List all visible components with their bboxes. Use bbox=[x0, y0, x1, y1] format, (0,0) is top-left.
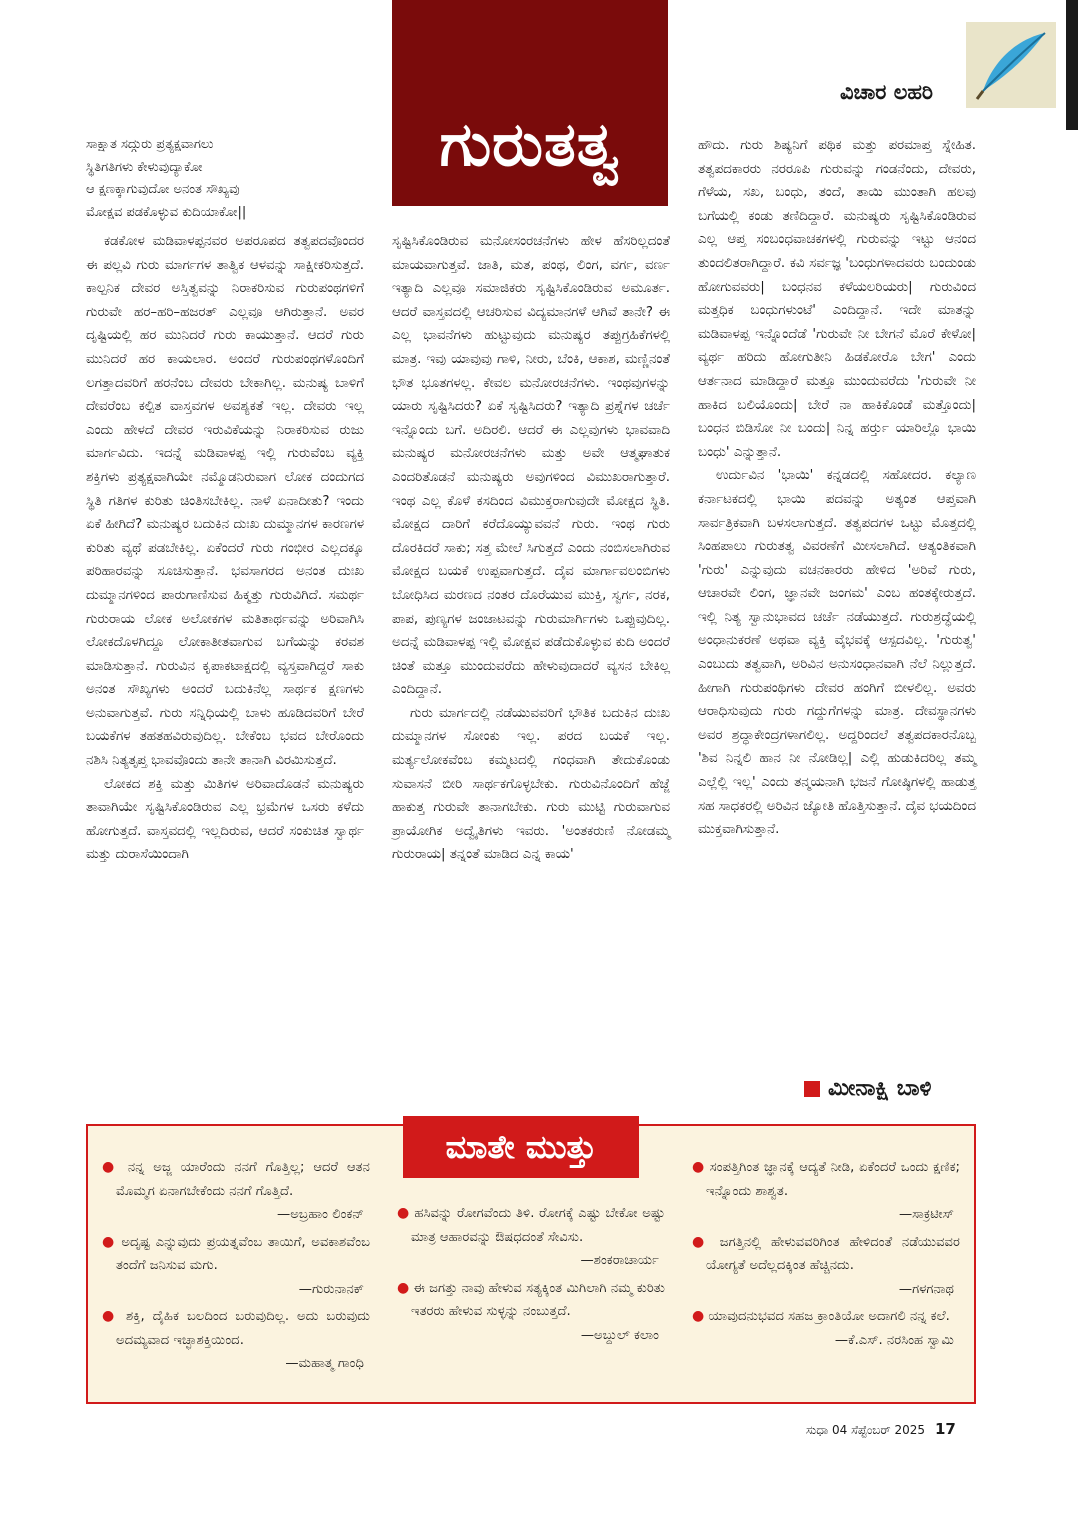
bullet-icon: ● bbox=[397, 1205, 410, 1221]
quote-text: ಜಗತ್ತಿನಲ್ಲಿ ಹೇಳುವವರಿಗಿಂತ ಹೇಳಿದಂತೆ ನಡೆಯುವವರ ಯೋಗ್ಯತೆ ಅದೆಲ್ಲದಕ್ಕಿಂತ ಹೆಚ್ಚಿನದು. bbox=[706, 1234, 960, 1273]
quote-author: —ಗುರುನಾನಕ್ bbox=[298, 1281, 364, 1297]
paragraph: ಲೋಕದ ಶಕ್ತಿ ಮತ್ತು ಮಿತಿಗಳ ಅರಿವಾದೊಡನೆ ಮನುಷ್ಯರು ತಾವಾಗಿಯೇ ಸೃಷ್ಟಿಸಿಕೊಂಡಿರುವ ಎಲ್ಲ ಭ್ರಮೆಗಳ ಒಸರು ಕಳೆದು ಹೋಗುತ್ತದೆ. ವಾಸ್ತವದಲ್ಲಿ ಇಲ್ಲದಿರುವ, ಆದರೆ ಸಂಕುಚಿತ ಸ್ವಾರ್ಥ ಮತ್ತು ದುರಾಸೆಯಿಂದಾಗಿ bbox=[86, 776, 364, 863]
page-number: 17 bbox=[935, 1420, 956, 1438]
quotes-column-1 bbox=[102, 1156, 370, 1380]
quote-author: —ಸಾಕ್ರಟೀಸ್ bbox=[898, 1207, 954, 1222]
issue-info: ಸುಧಾ 04 ಸೆಪ್ಟೆಂಬರ್ 2025 bbox=[806, 1423, 925, 1437]
article-author bbox=[804, 1076, 932, 1101]
quote-text: ಹಸಿವನ್ನು ರೋಗವೆಂದು ತಿಳಿ. ರೋಗಕ್ಕೆ ಎಷ್ಟು ಬೇಕೋ ಅಷ್ಟು ಮಾತ್ರ ಆಹಾರವನ್ನು ಔಷಧದಂತೆ ಸೇವಿಸು. bbox=[411, 1206, 666, 1245]
quote-item bbox=[397, 1277, 665, 1348]
page-footer bbox=[806, 1420, 956, 1438]
article-column-2 bbox=[392, 230, 670, 867]
quote-item bbox=[102, 1305, 370, 1376]
quote-author: —ಶಂಕರಾಚಾರ್ಯ bbox=[580, 1253, 659, 1268]
bullet-icon: ● bbox=[102, 1233, 116, 1250]
bullet-icon: ● bbox=[692, 1308, 705, 1324]
quotes-column-2 bbox=[397, 1202, 665, 1351]
quote-item bbox=[692, 1305, 960, 1352]
article-column-1 bbox=[86, 230, 364, 867]
quote-text: ನನ್ನ ಅಜ್ಜ ಯಾರೆಂದು ನನಗೆ ಗೊತ್ತಿಲ್ಲ; ಆದರೆ ಆತನ ಮೊಮ್ಮಗ ಏನಾಗಬೇಕೆಂದು ನನಗೆ ಗೊತ್ತಿದೆ. bbox=[116, 1160, 370, 1199]
paragraph: ಕಡಕೋಳ ಮಡಿವಾಳಪ್ಪನವರ ಅಪರೂಪದ ತತ್ವಪದವೊಂದರ ಈ ಪಲ್ಲವಿ ಗುರು ಮಾರ್ಗಗಳ ತಾತ್ವಿಕ ಆಳವನ್ನು ಸಾಕ್ಷೀಕರಿಸುತ್ತದೆ. ಕಾಲ್ಪನಿಕ ದೇವರ ಅಸ್ತಿತ್ವವನ್ನು ನಿರಾಕರಿಸುವ ಗುರುಪಂಥಗಳಿಗೆ ಗುರುವೇ ಹರ–ಹರಿ–ಹಜರತ್ ಎಲ್ಲವೂ ಆಗಿರುತ್ತಾನೆ. ಅವರ ದೃಷ್ಟಿಯಲ್ಲಿ ಹರ ಮುನಿದರೆ ಗುರು ಕಾಯುತ್ತಾನೆ. ಆದರೆ ಗುರು ಮುನಿದರೆ ಹರ ಕಾಯಲಾರ. ಅಂದರೆ ಗುರುಪಂಥಗಳೊಂದಿಗೆ ಲಗತ್ತಾದವರಿಗೆ ಹರನೆಂಬ ದೇವರು ಬೇಕಾಗಿಲ್ಲ. ಮನುಷ್ಯ ಬಾಳಿಗೆ ದೇವರೆಂಬ ಕಲ್ಪಿತ ವಾಸ್ತವಗಳ ಅವಶ್ಯಕತೆ ಇಲ್ಲ. ದೇವರು ಇಲ್ಲ ಎಂದು ಹೇಳದೆ ದೇವರ ಇರುವಿಕೆಯನ್ನು ನಿರಾಕರಿಸುವ ರುಜು ಮಾರ್ಗವಿದು. ಇದನ್ನೆ ಮಡಿವಾಳಪ್ಪ ಇಲ್ಲಿ ಗುರುವೆಂಬ ವ್ಯಕ್ತಿ ಶಕ್ತಿಗಳು ಪ್ರತ್ಯಕ್ಷವಾಗಿಯೇ ನಮ್ಮೊಡನಿರುವಾಗ ಲೋಕ ದಂದುಗದ ಸ್ಥಿತಿ ಗತಿಗಳ ಕುರಿತು ಚಿಂತಿಸಬೇಕಿಲ್ಲ. ನಾಳೆ ಏನಾದೀತು? ಇಂದು ಏಕೆ ಹೀಗಿದೆ? ಮನುಷ್ಯರ ಬದುಕಿನ ದುಃಖ ದುಮ್ಮಾನಗಳ ಕಾರಣಗಳ ಕುರಿತು ವ್ಯಥೆ ಪಡಬೇಕಿಲ್ಲ. ಏಕೆಂದರೆ ಗುರು ಗಂಭೀರ ಎಲ್ಲದಕ್ಕೂ ಪರಿಹಾರವನ್ನು ಸೂಚಿಸುತ್ತಾನೆ. ಭವಸಾಗರದ ಅನಂತ ದುಃಖ ದುಮ್ಮಾನಗಳಿಂದ ಪಾರುಗಾಣಿಸುವ ಹಿಕ್ಮತ್ತು ಗುರುವಿಗಿದೆ. ಸಮರ್ಥ ಗುರುರಾಯ ಲೋಕ ಅಲೋಕಗಳ ಮತಿತಾರ್ಥವನ್ನು ಅರಿವಾಗಿಸಿ ಲೋಕದೊಳಗಿದ್ದೂ ಲೋಕಾತೀತವಾಗುವ ಬಗೆಯನ್ನು ಕರವಶ ಮಾಡಿಸುತ್ತಾನೆ. ಗುರುವಿನ ಕೃಪಾಕಟಾಕ್ಷದಲ್ಲಿ ವ್ಯಸ್ತವಾಗಿದ್ದರೆ ಸಾಕು ಅನಂತ ಸೌಖ್ಯಗಳು ಅಂದರೆ ಬದುಕಿನೆಲ್ಲ ಸಾರ್ಥಕ ಕ್ಷಣಗಳು ಅನುವಾಗುತ್ತವೆ. ಗುರು ಸನ್ನಿಧಿಯಲ್ಲಿ ಬಾಳು ಹೂಡಿದವರಿಗೆ ಬೇರೆ ಬಯಕೆಗಳ ತಹತಹವಿರುವುದಿಲ್ಲ. ಬೇಕೆಂಬ ಭವದ ಬೇರೊಂದು ನಶಿಸಿ ನಿತ್ಯತೃಪ್ತ ಭಾವವೊಂದು ತಾನೇ ತಾನಾಗಿ ವಿರಮಿಸುತ್ತದೆ. bbox=[86, 234, 364, 769]
quote-text: ಈ ಜಗತ್ತು ನಾವು ಹೇಳುವ ಸತ್ಯಕ್ಕಿಂತ ಮಿಗಿಲಾಗಿ ನಮ್ಮ ಕುರಿತು ಇತರರು ಹೇಳುವ ಸುಳ್ಳನ್ನು ನಂಬುತ್ತದೆ. bbox=[411, 1280, 665, 1319]
article-column-3 bbox=[698, 134, 976, 842]
quote-item bbox=[102, 1231, 370, 1302]
quote-author: —ಅಬ್ರಹಾಂ ಲಿಂಕನ್ bbox=[277, 1207, 364, 1222]
section-label: ವಿಚಾರ ಲಹರಿ bbox=[840, 80, 933, 104]
verse-line: ಸ್ಥಿತಿಗತಿಗಳು ಕೇಳುವುದ್ಯಾಕೋ bbox=[86, 159, 203, 175]
title-banner bbox=[392, 0, 668, 206]
quote-author: —ಕೆ.ಎಸ್. ನರಸಿಂಹ ಸ್ವಾಮಿ bbox=[834, 1332, 954, 1348]
paragraph: ಗುರು ಮಾರ್ಗದಲ್ಲಿ ನಡೆಯುವವರಿಗೆ ಭೌತಿಕ ಬದುಕಿನ ದುಃಖ ದುಮ್ಮಾನಗಳ ಸೋಂಕು ಇಲ್ಲ. ಪರದ ಬಯಕೆ ಇಲ್ಲ. ಮರ್ತ್ಯಲೋಕವೆಂಬ ಕಮ್ಮಟದಲ್ಲಿ ಗಂಧವಾಗಿ ತೇದುಕೊಂಡು ಸುವಾಸನೆ ಬೀರಿ ಸಾರ್ಥಕಗೊಳ್ಳಬೇಕು. ಗುರುವಿನೊಂದಿಗೆ ಹೆಜ್ಜೆ ಹಾಕುತ್ತ ಗುರುವೇ ತಾನಾಗಬೇಕು. ಗುರು ಮುಟ್ಟಿ ಗುರುವಾಗುವ ಪ್ರಾಯೋಗಿಕ ಅದ್ವೈತಿಗಳು ಇವರು. 'ಅಂತಕರುಣಿ ನೋಡಮ್ಮ ಗುರುರಾಯ| ತನ್ನಂತೆ ಮಾಡಿದ ಎನ್ನ ಕಾಯ' bbox=[392, 705, 670, 863]
quote-item bbox=[102, 1156, 370, 1227]
quotes-title: ಮಾತೇ ಮುತ್ತು bbox=[403, 1116, 639, 1178]
quote-text: ಶಕ್ತಿ, ದೈಹಿಕ ಬಲದಿಂದ ಬರುವುದಿಲ್ಲ. ಅದು ಬರುವುದು ಅದಮ್ಯವಾದ ಇಚ್ಛಾಶಕ್ತಿಯಿಂದ. bbox=[116, 1309, 370, 1348]
bullet-icon: ● bbox=[692, 1233, 710, 1250]
paragraph: ಹೌದು. ಗುರು ಶಿಷ್ಯನಿಗೆ ಪಥಿಕ ಮತ್ತು ಪರಮಾಪ್ತ ಸ್ನೇಹಿತ. ತತ್ವಪದಕಾರರು ನರರೂಪಿ ಗುರುವನ್ನು ಗಂಡನೆಂದು, ದೇವರು, ಗೆಳೆಯ, ಸಖ, ಬಂಧು, ತಂದೆ, ತಾಯಿ ಮುಂತಾಗಿ ಹಲವು ಬಗೆಯಲ್ಲಿ ಕಂಡು ತಣಿದಿದ್ದಾರೆ. ಮನುಷ್ಯರು ಸೃಷ್ಟಿಸಿಕೊಂಡಿರುವ ಎಲ್ಲ ಆಪ್ತ ಸಂಬಂಧವಾಚಕಗಳಲ್ಲಿ ಗುರುವನ್ನು ಇಟ್ಟು ಆನಂದ ತುಂದಲಿತರಾಗಿದ್ದಾರೆ. ಕವಿ ಸರ್ವಜ್ಞ 'ಬಂಧುಗಳಾದವರು ಬಂದುಂಡು ಹೋಗುವವರು| ಬಂಧನವ ಕಳೆಯಲರಿಯರು| ಗುರುವಿಂದ ಮತ್ತಧಿಕ ಬಂಧುಗಳುಂಟೆ' ಎಂದಿದ್ದಾನೆ. ಇದೇ ಮಾತನ್ನು ಮಡಿವಾಳಪ್ಪ ಇನ್ನೊಂದೆಡೆ 'ಗುರುವೇ ನೀ ಬೇಗನೆ ಮೊರೆ ಕೇಳೋ| ವ್ಯರ್ಥ ಹರಿದು ಹೋಗುತೀನಿ ಹಿಡಕೋರೊ ಬೇಗ' ಎಂದು ಆರ್ತನಾದ ಮಾಡಿದ್ದಾರೆ ಮತ್ತೂ ಮುಂದುವರೆದು 'ಗುರುವೇ ನೀ ಹಾಕಿದ ಬಲಿಯೊಂದು| ಬೇರೆ ನಾ ಹಾಕಿಕೊಂಡೆ ಮತ್ತೊಂದು| ಬಂಧನ ಬಿಡಿಸೋ ನೀ ಬಂದು| ನಿನ್ನ ಹರ್ರ್ತು ಯಾರಿಲ್ಲೊ ಭಾಯಿ ಬಂಧು' ಎನ್ನುತ್ತಾನೆ. bbox=[698, 138, 976, 460]
bullet-icon: ● bbox=[397, 1279, 410, 1296]
red-square-icon bbox=[804, 1081, 820, 1097]
article-title: ಗುರುತತ್ವ bbox=[439, 110, 621, 180]
quote-text: ಯಾವುದನುಭವದ ಸಹಜ ಕ್ರಾಂತಿಯೋ ಅದಾಗಲಿ ನನ್ನ ಕಲೆ. bbox=[708, 1309, 950, 1324]
verse-line: ಮೋಕ್ಷವ ಪಡಕೊಳ್ಳುವ ಕುದಿಯಾಕೋ|| bbox=[86, 204, 247, 220]
bullet-icon: ● bbox=[692, 1159, 705, 1175]
quote-author: —ಗಳಗನಾಥ bbox=[898, 1281, 954, 1297]
opening-verse bbox=[86, 134, 376, 224]
feather-quill-icon bbox=[966, 22, 1056, 108]
quotes-column-3 bbox=[692, 1156, 960, 1356]
quote-item bbox=[692, 1231, 960, 1302]
quote-text: ಸಂಪತ್ತಿಗಿಂತ ಜ್ಞಾನಕ್ಕೆ ಆದ್ಯತೆ ನೀಡಿ, ಏಕೆಂದರೆ ಒಂದು ಕ್ಷಣಿಕ; ಇನ್ನೊಂದು ಶಾಶ್ವತ. bbox=[706, 1160, 960, 1199]
quote-item bbox=[692, 1156, 960, 1227]
author-name: ಮೀನಾಕ್ಷಿ ಬಾಳಿ bbox=[828, 1076, 932, 1101]
verse-line: ಸಾಕ್ಷಾತ ಸದ್ಗುರು ಪ್ರತ್ಯಕ್ಷವಾಗಲು bbox=[86, 137, 214, 152]
corner-bar bbox=[1066, 0, 1078, 130]
paragraph: ಉರ್ದುವಿನ 'ಭಾಯಿ' ಕನ್ನಡದಲ್ಲಿ ಸಹೋದರ. ಕಲ್ಯಾಣ ಕರ್ನಾಟಕದಲ್ಲಿ ಭಾಯಿ ಪದವನ್ನು ಅತ್ಯಂತ ಆಪ್ತವಾಗಿ ಸಾರ್ವತ್ರಿಕವಾಗಿ ಬಳಸಲಾಗುತ್ತದೆ. ತತ್ವಪದಗಳ ಒಟ್ಟು ಮೊತ್ತದಲ್ಲಿ ಸಿಂಹಪಾಲು ಗುರುತತ್ವ ವಿವರಣೆಗೆ ಮೀಸಲಾಗಿದೆ. ಆತ್ಯಂತಿಕವಾಗಿ 'ಗುರು' ಎನ್ನುವುದು ವಚನಕಾರರು ಹೇಳಿದ 'ಅರಿವೆ ಗುರು, ಆಚಾರವೇ ಲಿಂಗ, ಜ್ಞಾನವೇ ಜಂಗಮ' ಎಂಬ ಹಂತಕ್ಕೇರುತ್ತದೆ. ಇಲ್ಲಿ ನಿತ್ಯ ಸ್ವಾನುಭಾವದ ಚರ್ಚೆ ನಡೆಯುತ್ತದೆ. ಗುರುಶ್ರದ್ಧೆಯಲ್ಲಿ ಅಂಧಾನುಕರಣೆ ಅಥವಾ ವ್ಯಕ್ತಿ ವೈಭವಕ್ಕೆ ಆಸ್ಪದವಿಲ್ಲ. 'ಗುರುತ್ವ' ಎಂಬುದು ತತ್ವವಾಗಿ, ಅರಿವಿನ ಅನುಸಂಧಾನವಾಗಿ ನೆಲೆ ನಿಲ್ಲುತ್ತದೆ. ಹೀಗಾಗಿ ಗುರುಪಂಥಿಗಳು ದೇವರ ಹಂಗಿಗೆ ಬೀಳಲಿಲ್ಲ. ಅವರು ಆರಾಧಿಸುವುದು ಗುರು ಗದ್ದುಗೆಗಳನ್ನು ಮಾತ್ರ. ದೇವಸ್ಥಾನಗಳು ಅವರ ಶ್ರದ್ಧಾಕೇಂದ್ರಗಳಾಗಲಿಲ್ಲ. ಅದ್ದರಿಂದಲೆ ತತ್ವಪದಕಾರನೊಬ್ಬ 'ಶಿವ ನಿನ್ನಲಿ ಹಾನ ನೀ ನೋಡಿಲ್ಲ| ಎಲ್ಲಿ ಹುಡುಕಿದರಿಲ್ಲ ತಮ್ಮ ಎಲ್ಲೆಲ್ಲಿ ಇಲ್ಲ' ಎಂದು ತನ್ಮಯನಾಗಿ ಭಜನೆ ಗೋಷ್ಠಿಗಳಲ್ಲಿ ಹಾಡುತ್ತ ಸಹ ಸಾಧಕರಲ್ಲಿ ಅರಿವಿನ ಜ್ಯೋತಿ ಹೊತ್ತಿಸುತ್ತಾನೆ. ದೈವ ಭಯದಿಂದ ಮುಕ್ತವಾಗಿಸುತ್ತಾನೆ. bbox=[698, 468, 976, 838]
quote-item bbox=[397, 1202, 665, 1273]
quote-text: ಅದೃಷ್ಟ ಎನ್ನುವುದು ಪ್ರಯತ್ನವೆಂಬ ತಾಯಿಗೆ, ಅವಕಾಶವೆಂಬ ತಂದೆಗೆ ಜನಿಸುವ ಮಗು. bbox=[116, 1234, 370, 1273]
bullet-icon: ● bbox=[102, 1159, 119, 1175]
quote-author: —ಅಬ್ದುಲ್ ಕಲಾಂ bbox=[580, 1327, 659, 1343]
bullet-icon: ● bbox=[102, 1308, 119, 1324]
quote-author: —ಮಹಾತ್ಮ ಗಾಂಧಿ bbox=[285, 1356, 364, 1371]
verse-line: ಆ ಕ್ಷಣಕ್ಕಾಗುವುದೋ ಅನಂತ ಸೌಖ್ಯವು bbox=[86, 182, 240, 197]
paragraph: ಸೃಷ್ಟಿಸಿಕೊಂಡಿರುವ ಮನೋಸಂರಚನೆಗಳು ಹೇಳ ಹೆಸರಿಲ್ಲದಂತೆ ಮಾಯವಾಗುತ್ತವೆ. ಜಾತಿ, ಮತ, ಪಂಥ, ಲಿಂಗ, ವರ್ಗ, ವರ್ಣ ಇತ್ಯಾದಿ ಎಲ್ಲವೂ ಸಮಾಜಿಕರು ಸೃಷ್ಟಿಸಿಕೊಂಡಿರುವ ಅಮೂರ್ತ. ಆದರೆ ವಾಸ್ತವದಲ್ಲಿ ಆಚರಿಸುವ ವಿದ್ಯಮಾನಗಳೆ ಆಗಿವೆ ತಾನೇ? ಈ ಎಲ್ಲ ಭಾವನೆಗಳು ಹುಟ್ಟುವುದು ಮನುಷ್ಯರ ತಪ್ಪುಗ್ರಹಿಕೆಗಳಲ್ಲಿ ಮಾತ್ರ. ಇವು ಯಾವುವು ಗಾಳಿ, ನೀರು, ಬೆಂಕಿ, ಆಕಾಶ, ಮಣ್ಣಿನಂತೆ ಭೌತ ಭೂತಗಳಲ್ಲ. ಕೇವಲ ಮನೋರಚನೆಗಳು. ಇಂಥವುಗಳನ್ನು ಯಾರು ಸೃಷ್ಟಿಸಿದರು? ಏಕೆ ಸೃಷ್ಟಿಸಿದರು? ಇತ್ಯಾದಿ ಪ್ರಶ್ನೆಗಳ ಚರ್ಚೆ ಇನ್ನೊಂದು ಬಗೆ. ಅದಿರಲಿ. ಆದರೆ ಈ ಎಲ್ಲವುಗಳು ಭಾವವಾದಿ ಮನುಷ್ಯರ ಮನೋರಚನೆಗಳು ಮತ್ತು ಅವೇ ಆತ್ಮಘಾತುಕ ಎಂದರಿತೊಡನೆ ಮನುಷ್ಯರು ಅವುಗಳಿಂದ ವಿಮುಖರಾಗುತ್ತಾರೆ. ಇಂಥ ಎಲ್ಲ ಕೊಳೆ ಕಸದಿಂದ ವಿಮುಕ್ತರಾಗುವುದೇ ಮೋಕ್ಷದ ಸ್ಥಿತಿ. ಮೋಕ್ಷದ ದಾರಿಗೆ ಕರೆದೊಯ್ಯುವವನೆ ಗುರು. ಇಂಥ ಗುರು ದೊರಕಿದರೆ ಸಾಕು; ಸತ್ತ ಮೇಲೆ ಸಿಗುತ್ತದೆ ಎಂದು ನಂಬಿಸಲಾಗಿರುವ ಮೋಕ್ಷದ ಬಯಕೆ ಉಪ್ಪವಾಗುತ್ತದೆ. ದೈವ ಮಾರ್ಗಾವಲಂಬಿಗಳು ಬೋಧಿಸಿದ ಮರಣದ ನಂತರ ದೊರೆಯುವ ಮುಕ್ತಿ, ಸ್ವರ್ಗ, ನರಕ, ಪಾಪ, ಪುಣ್ಯಗಳ ಜಂಜಾಟವನ್ನು ಗುರುಮಾರ್ಗಿಗಳು ಒಪ್ಪುವುದಿಲ್ಲ. ಅದನ್ನೆ ಮಡಿವಾಳಪ್ಪ ಇಲ್ಲಿ ಮೋಕ್ಷವ ಪಡೆದುಕೊಳ್ಳುವ ಕುದಿ ಅಂದರೆ ಚಿಂತೆ ಮತ್ತೂ ಮುಂದುವರೆದು ಹೇಳುವುದಾದರೆ ವ್ಯಸನ ಬೇಕಿಲ್ಲ ಎಂದಿದ್ದಾನೆ. bbox=[392, 234, 670, 698]
